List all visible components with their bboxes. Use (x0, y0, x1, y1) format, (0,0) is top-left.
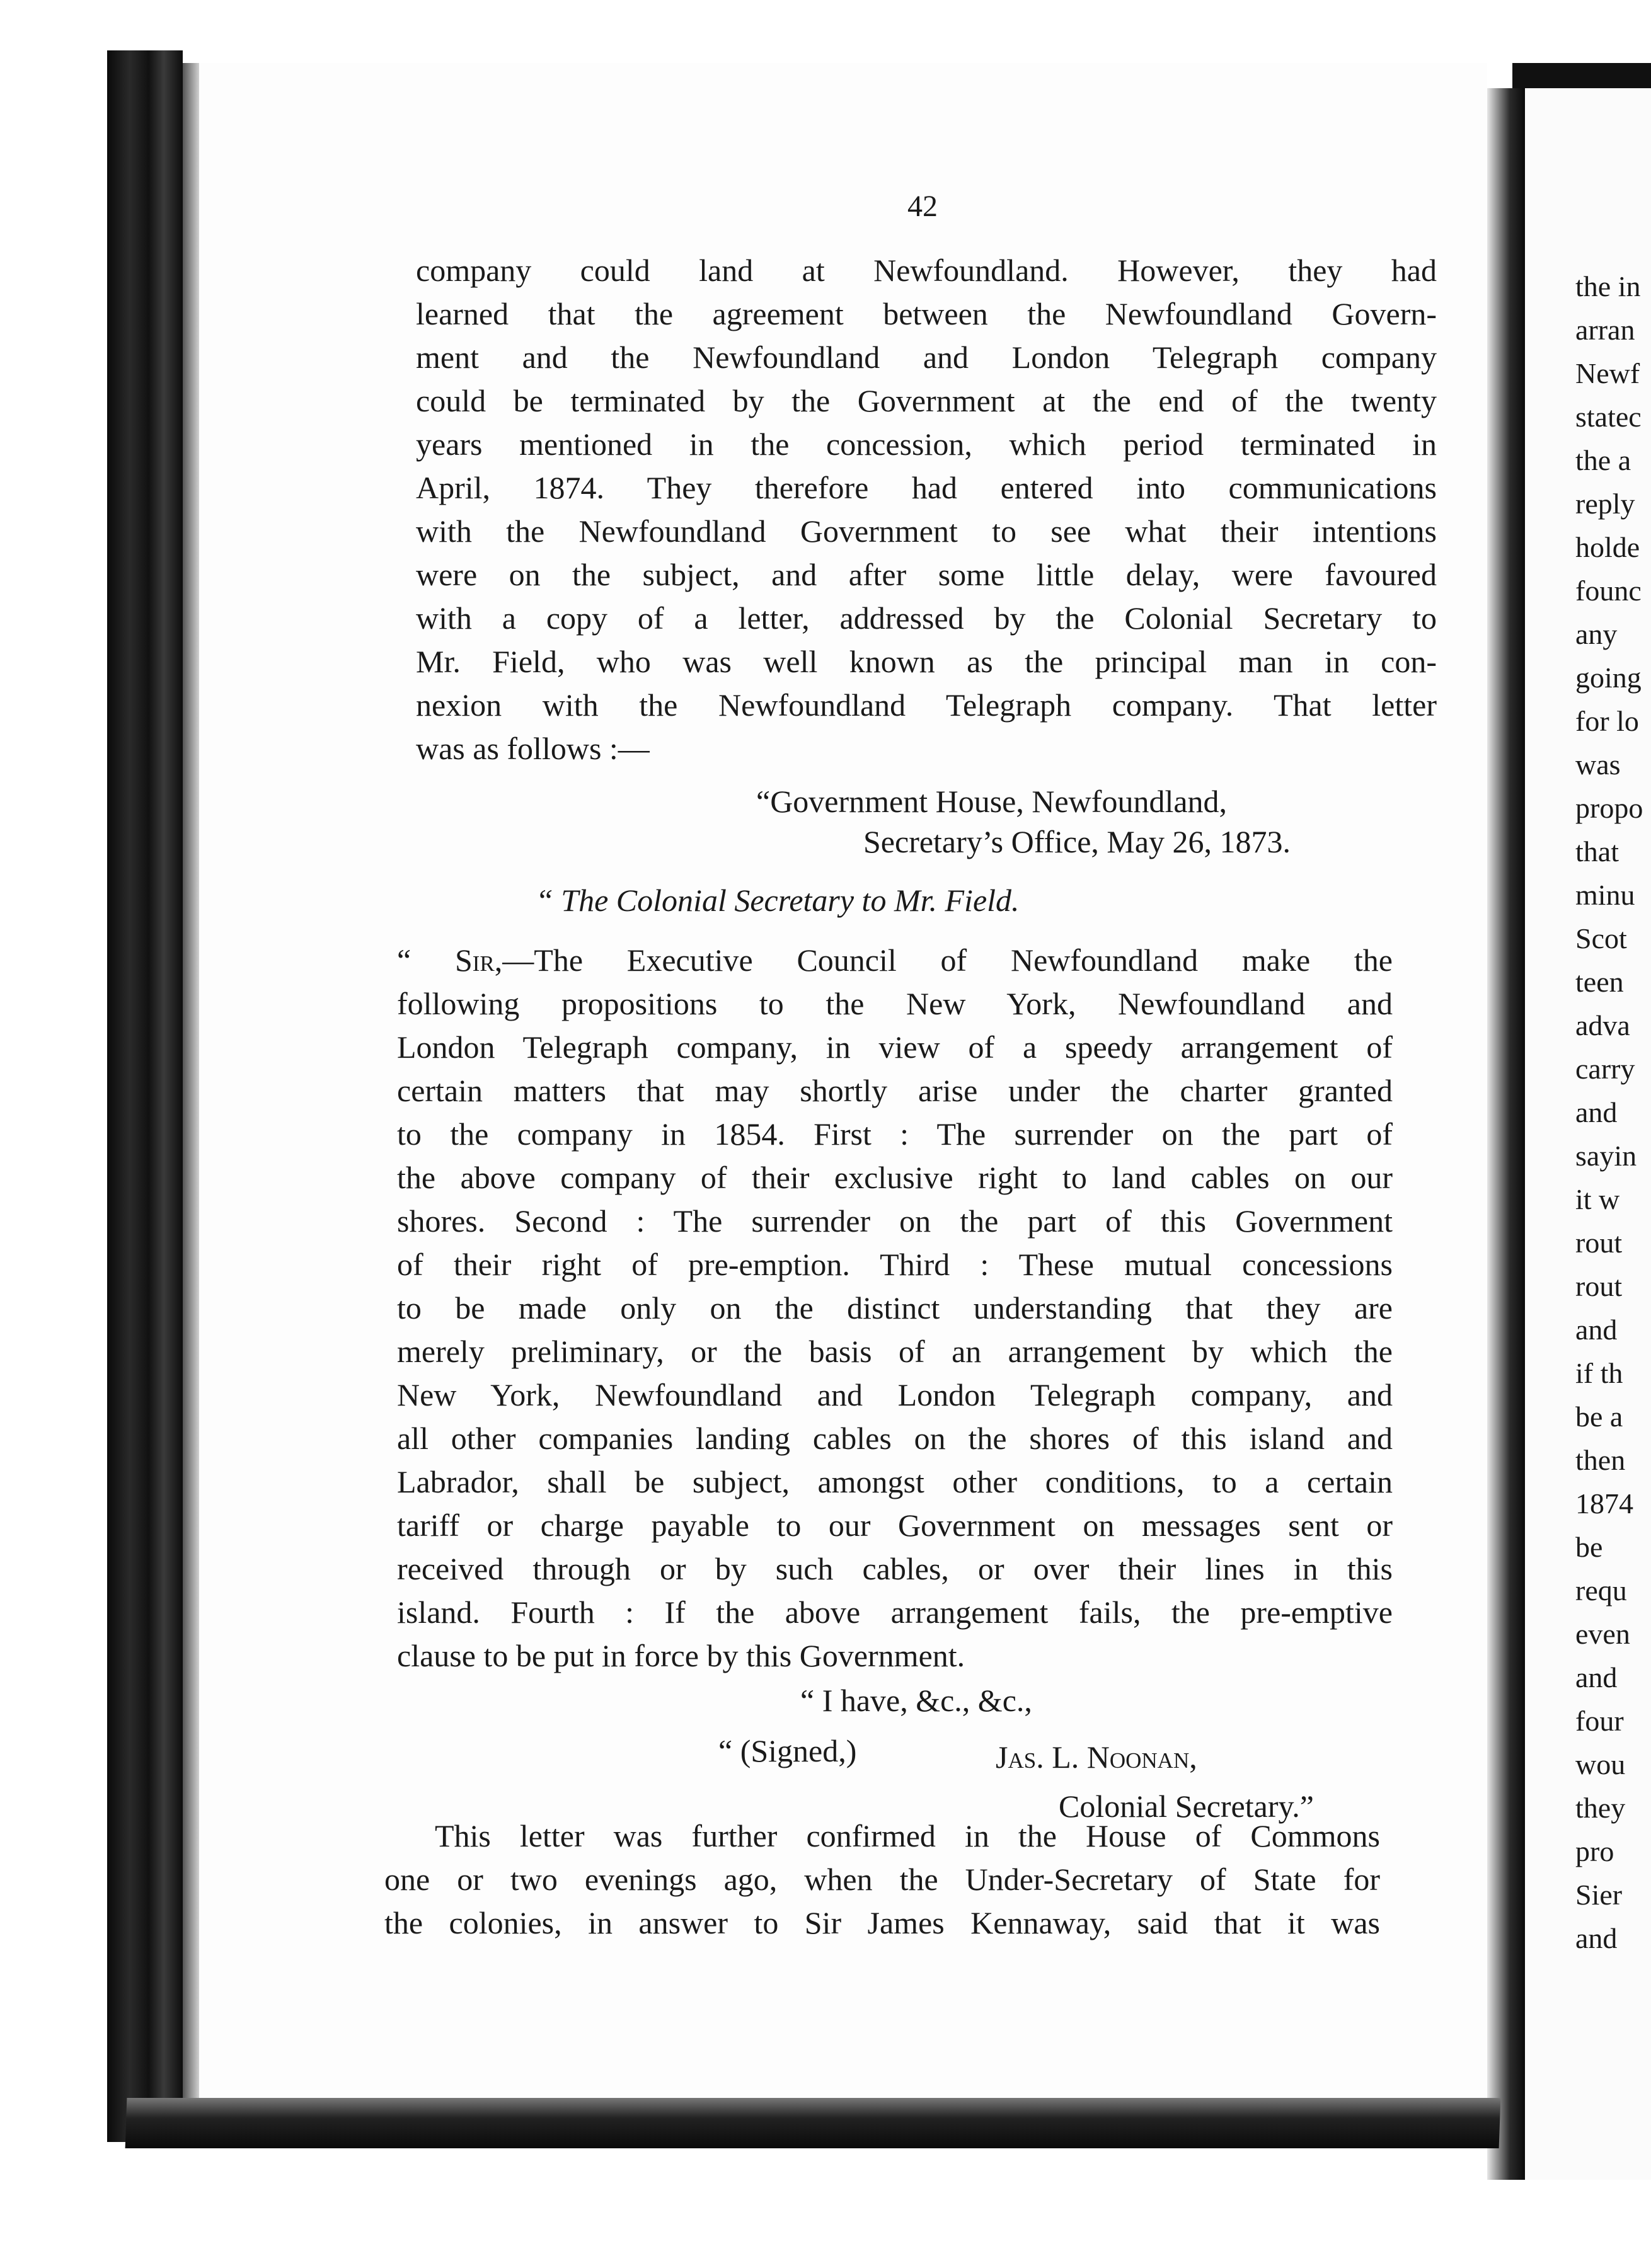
text-line: learned that the agreement between the Newfoundland Govern- (416, 296, 1437, 331)
fragment: rout (1575, 1227, 1623, 1259)
fragment: Scot (1575, 922, 1627, 954)
fragment: wou (1575, 1748, 1626, 1780)
fragment: and (1575, 1922, 1618, 1954)
text-line: all other companies landing cables on the shores of this island and (397, 1421, 1393, 1456)
fragment: then (1575, 1444, 1626, 1476)
text-line: April, 1874. They therefore had entered into communications (416, 470, 1437, 505)
address-line-2: Secretary’s Office, May 26, 1873. (863, 824, 1291, 859)
text-line: tariff or charge payable to our Government on messages sent or (397, 1508, 1393, 1543)
fragment: propo (1575, 792, 1643, 824)
page-bottom-edge (125, 2098, 1501, 2148)
letter-salutation: “ Sir, (397, 942, 503, 978)
fragment: pro (1575, 1835, 1614, 1867)
text-line: the above company of their exclusive right to land cables on our (397, 1160, 1393, 1195)
fragment: for lo (1575, 705, 1639, 737)
text-line: one or two evenings ago, when the Under-Secretary of State for (384, 1862, 1380, 1897)
text-line (397, 939, 1393, 982)
fragment: going (1575, 662, 1642, 694)
fragment: Sier (1575, 1879, 1623, 1911)
fragment: they (1575, 1792, 1626, 1824)
fragment: be (1575, 1531, 1603, 1563)
fragment: carry (1575, 1053, 1635, 1085)
fragment: even (1575, 1618, 1630, 1650)
text-line: to be made only on the distinct understanding that they are (397, 1290, 1393, 1326)
text-line: New York, Newfoundland and London Telegraph company, and (397, 1377, 1393, 1412)
address-line-1: “Government House, Newfoundland, (756, 784, 1228, 819)
letter-address (756, 781, 1291, 862)
paragraph-1 (416, 249, 1437, 770)
text-line: following propositions to the New York, Newfoundland and (397, 986, 1393, 1021)
text-line: This letter was further confirmed in the House of Commons (435, 1818, 1380, 1853)
text-line: clause to be put in force by this Government. (397, 1638, 965, 1673)
fragment: holde (1575, 531, 1640, 563)
text-line: could be terminated by the Government at the end of the twenty (416, 383, 1437, 418)
letter-closing: “ I have, &c., &c., (800, 1683, 1032, 1718)
text-line: the colonies, in answer to Sir James Kennaway, said that it was (384, 1905, 1380, 1940)
fragment: was (1575, 748, 1621, 781)
text-line: ment and the Newfoundland and London Telegraph company (416, 340, 1437, 375)
text-line: shores. Second : The surrender on the part of this Government (397, 1203, 1393, 1239)
text-line: to the company in 1854. First : The surrender on the part of (397, 1116, 1393, 1152)
text-line: were on the subject, and after some little delay, were favoured (416, 557, 1437, 592)
fragment: and (1575, 1096, 1618, 1128)
fragment: four (1575, 1705, 1624, 1737)
book-spine (107, 50, 183, 2142)
fragment: and (1575, 1314, 1618, 1346)
page-number: 42 (907, 190, 938, 223)
scan-margin (0, 0, 113, 2268)
letter-body-line: —The Executive Council of Newfoundland make the (502, 942, 1393, 978)
fragment: requ (1575, 1574, 1627, 1606)
fragment: that (1575, 835, 1619, 868)
text-line: certain matters that may shortly arise under the charter granted (397, 1073, 1393, 1108)
fragment: the in (1575, 270, 1641, 302)
text-line: of their right of pre-emption. Third : These mutual concessions (397, 1247, 1393, 1282)
text-line: London Telegraph company, in view of a speedy arrangement of (397, 1029, 1393, 1065)
text-line: received through or by such cables, or over their lines in this (397, 1551, 1393, 1586)
signer-title: Colonial Secretary.” (1059, 1789, 1314, 1824)
fragment: if th (1575, 1357, 1623, 1389)
fragment: statec (1575, 401, 1642, 433)
fragment: teen (1575, 966, 1624, 998)
fragment: any (1575, 618, 1618, 650)
page-gutter (1487, 88, 1525, 2180)
fragment: arran (1575, 314, 1635, 346)
text-line: island. Fourth : If the above arrangement fails, the pre-emptive (397, 1595, 1393, 1630)
fragment: Newf (1575, 357, 1640, 389)
fragment: rout (1575, 1270, 1623, 1302)
text-line: Mr. Field, who was well known as the principal man in con- (416, 644, 1437, 679)
paragraph-3 (384, 1814, 1380, 1945)
text-line: with the Newfoundland Government to see what their intentions (416, 513, 1437, 549)
text-line: Labrador, shall be subject, amongst other conditions, to a certain (397, 1464, 1393, 1499)
fragment: minu (1575, 879, 1635, 911)
fragment: it w (1575, 1183, 1620, 1215)
fragment: and (1575, 1661, 1618, 1693)
text-line: company could land at Newfoundland. However, they had (416, 253, 1437, 288)
signer-name: Jas. L. Noonan, (996, 1739, 1197, 1775)
fragment: reply (1575, 488, 1635, 520)
text-line: was as follows :— (416, 731, 650, 766)
fragment: adva (1575, 1009, 1630, 1041)
fragment: be a (1575, 1400, 1623, 1433)
signed-label: “ (Signed,) (718, 1733, 857, 1768)
fragment: sayin (1575, 1140, 1637, 1172)
fragment: 1874 (1575, 1487, 1633, 1520)
letter-title: “ The Colonial Secretary to Mr. Field. (536, 883, 1020, 918)
fragment: founc (1575, 575, 1642, 607)
next-page-fragments (1575, 265, 1643, 1960)
text-line: with a copy of a letter, addressed by the Colonial Secretary to (416, 600, 1437, 636)
text-line: nexion with the Newfoundland Telegraph company. That letter (416, 687, 1437, 723)
fragment: the a (1575, 444, 1631, 476)
text-line: years mentioned in the concession, which period terminated in (416, 427, 1437, 462)
text-line: merely preliminary, or the basis of an arrangement by which the (397, 1334, 1393, 1369)
letter-body (397, 939, 1393, 1678)
spine-shadow (183, 63, 199, 2117)
